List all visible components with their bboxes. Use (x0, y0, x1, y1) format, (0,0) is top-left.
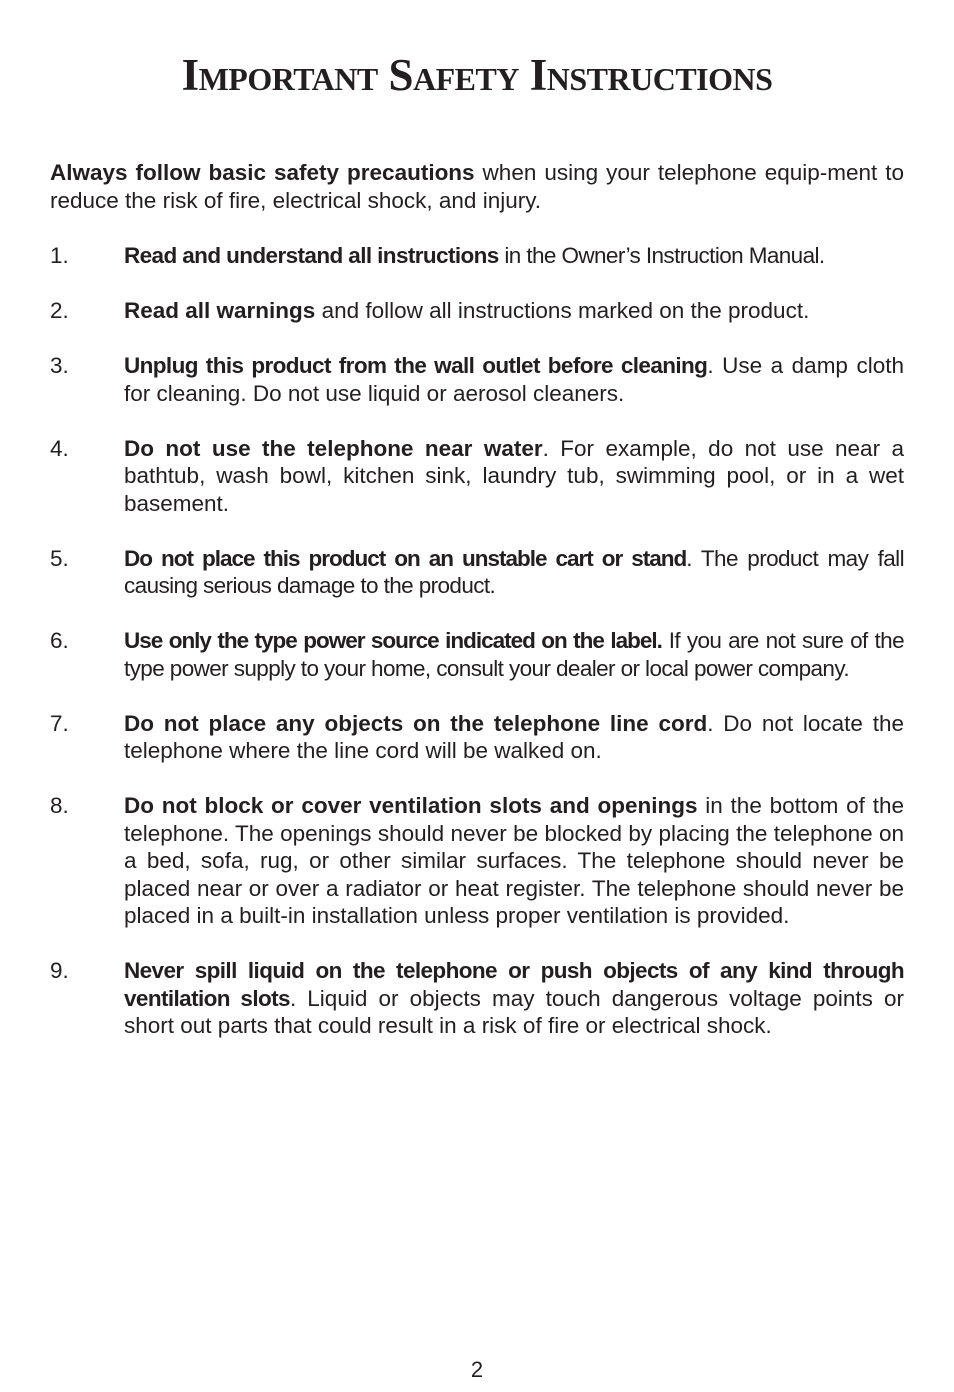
list-item (50, 545, 904, 600)
list-item (50, 242, 904, 270)
item-text: If you are not sure of the type power supply to your home, consult your dealer or local power company. (124, 628, 905, 681)
item-text: . Liquid or objects may touch dangerous voltage points or short out parts that could result in a risk of fire or electrical shock. (124, 985, 904, 1038)
page-title: Important Safety Instructions (181, 50, 773, 100)
safety-instructions-list (50, 242, 904, 1067)
item-lead: Do not block or cover ventilation slots and openings (124, 793, 698, 818)
item-number: 5. (50, 545, 69, 571)
item-number: 7. (50, 710, 69, 736)
item-text: . For example, do not use near a bathtub, wash bowl, kitchen sink, laundry tub, swimming pool, or in a wet basement. (124, 435, 904, 516)
item-text: . The product may fall causing serious damage to the product. (124, 545, 904, 598)
item-lead: Do not place this product on an unstable cart or stand (124, 545, 687, 571)
list-item (50, 297, 904, 325)
page-number: 2 (470, 1357, 484, 1382)
item-text: in the Owner’s Instruction Manual. (498, 243, 825, 268)
item-lead: Unplug this product from the wall outlet before cleaning (124, 353, 708, 378)
list-item (50, 792, 904, 930)
item-text: in the bottom of the telephone. The openings should never be blocked by placing the telephone on a bed, sofa, rug, or other similar surfaces. The telephone should never be placed near or over a radiator or heat register. The telephone should never be placed in a built-in installation unless proper ventilation is provided. (124, 793, 904, 928)
item-text: . Use a damp cloth for cleaning. Do not use liquid or aerosol cleaners. (124, 353, 904, 406)
item-number: 6. (50, 628, 69, 653)
list-item (50, 352, 904, 407)
item-number: 2. (50, 298, 69, 323)
item-lead: Read and understand all instructions (124, 243, 499, 268)
item-lead: Do not use the telephone near water (124, 435, 543, 461)
intro-paragraph (50, 159, 904, 215)
intro-lead: Always follow basic safety precautions (50, 160, 475, 185)
item-lead: Do not place any objects on the telephone line cord (124, 710, 708, 736)
item-number: 9. (50, 958, 69, 983)
list-item (50, 710, 904, 765)
item-lead: Read all warnings (124, 298, 316, 323)
item-lead: Never spill liquid on the telephone or push objects of any kind through ventilation slots (124, 958, 904, 1011)
item-number: 4. (50, 435, 69, 461)
list-item (50, 957, 904, 1040)
list-item (50, 435, 904, 518)
intro-text: when using your telephone equip-ment to reduce the risk of fire, electrical shock, and injury. (50, 160, 905, 213)
item-text: . Do not locate the telephone where the line cord will be walked on. (124, 710, 905, 763)
item-number: 8. (50, 793, 69, 818)
item-number: 1. (50, 243, 69, 268)
list-item (50, 627, 904, 682)
item-text: and follow all instructions marked on the product. (315, 298, 810, 323)
item-number: 3. (50, 353, 69, 378)
item-lead: Use only the type power source indicated on the label. (124, 628, 662, 653)
